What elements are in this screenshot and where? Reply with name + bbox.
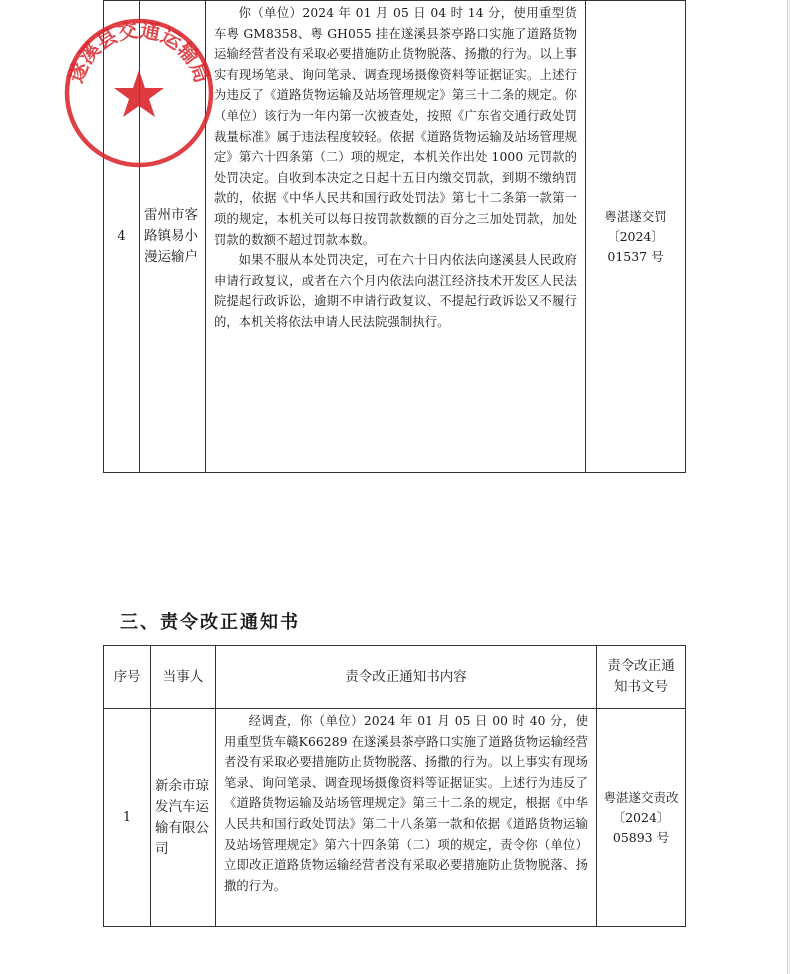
header-doc-number: 责令改正通知书文号 [597, 646, 686, 709]
party-name: 雷州市客路镇易小漫运输户 [140, 1, 206, 473]
header-party: 当事人 [151, 646, 216, 709]
seal-text: 遂溪县交通运输局 [63, 17, 215, 86]
row-index: 1 [104, 709, 151, 927]
party-name: 新余市琼发汽车运输有限公司 [151, 709, 216, 927]
header-index: 序号 [104, 646, 151, 709]
section-title: 三、责令改正通知书 [120, 612, 300, 633]
decision-doc-number: 粤湛遂交罚〔2024〕01537 号 [586, 1, 686, 473]
notice-paragraph: 经调查，你（单位）2024 年 01 月 05 日 00 时 40 分，使用重型货车赣K66289 在遂溪县茶亭路口实施了道路货物运输经营者没有采取必要措施防止货物脱落、扬撒的行为。以上事实有现场笔录、询问笔录、调查现场摄像资料等证据证实。上述行为违反了《道路货物运输及站场管理规定》第三十二条的规定，根据《中华人民共和国行政处罚法》第二十八条第一款和依据《道路货物运输及站场管理规定》第六十四条第（二）项的规定，责令你（单位）立即改正道路货物运输经营者没有采取必要措施防止货物脱落、扬撒的行为。 [224, 714, 588, 893]
page-edge-line-inner [789, 0, 790, 974]
header-content: 责令改正通知书内容 [216, 646, 597, 709]
table-row [104, 709, 686, 927]
penalty-table [103, 0, 686, 473]
decision-content [206, 1, 586, 473]
decision-paragraph-2: 如果不服从本处罚决定，可在六十日内依法向遂溪县人民政府申请行政复议，或者在六个月内依法向湛江经济技术开发区人民法院提起行政诉讼，逾期不申请行政复议、不提起行政诉讼又不履行的，本机关将依法申请人民法院强制执行。 [214, 253, 577, 329]
page-edge-line [787, 0, 788, 974]
row-index: 4 [104, 1, 140, 473]
table-row [104, 1, 686, 473]
notice-doc-number: 粤湛遂交责改〔2024〕05893 号 [597, 709, 686, 927]
notice-table [103, 645, 686, 927]
table-header-row [104, 646, 686, 709]
notice-content [216, 709, 597, 927]
decision-paragraph-1: 你（单位）2024 年 01 月 05 日 04 时 14 分，使用重型货车粤 GM8358、粤 GH055 挂在遂溪县茶亭路口实施了道路货物运输经营者没有采取必要措施防止货物脱落、扬撒的行为。以上事实有现场笔录、询问笔录、调查现场摄像资料等证据证实。上述行为违反了《道路货物运输及站场管理规定》第三十二条的规定。你（单位）该行为一年内第一次被查处，按照《广东省交通行政处罚裁量标准》属于违法程度较轻。依据《道路货物运输及站场管理规定》第六十四条第（二）项的规定，本机关作出处 1000 元罚款的处罚决定。自收到本决定之日起十五日内缴交罚款，到期不缴纳罚款的，依据《中华人民共和国行政处罚法》第七十二条第一款第一项的规定，本机关可以每日按罚款数额的百分之三加处罚款，加处罚款的数额不超过罚款本数。 [214, 6, 577, 247]
